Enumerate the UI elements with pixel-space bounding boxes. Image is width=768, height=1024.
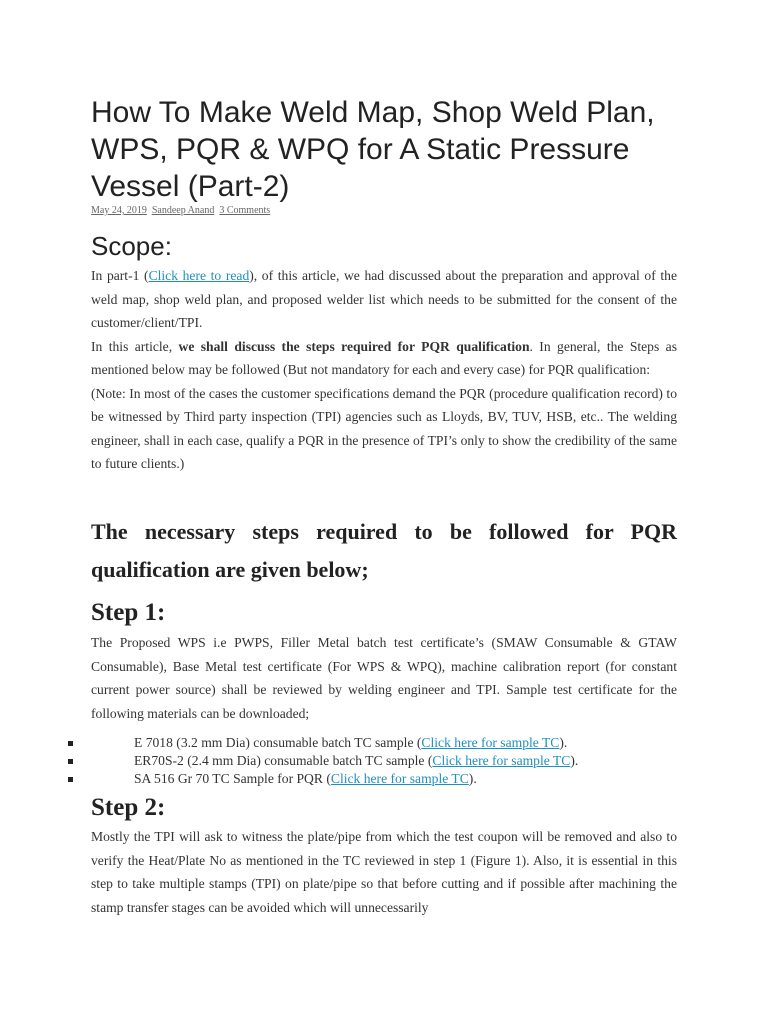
step-2-body bbox=[91, 825, 677, 919]
p2-text-a: In this article, bbox=[91, 338, 179, 354]
comments-link[interactable]: 3 Comments bbox=[219, 205, 271, 216]
steps-subheading: The necessary steps required to be followed for PQR qualification are given below; bbox=[91, 519, 677, 582]
scope-paragraph-2 bbox=[91, 335, 677, 382]
bullet-icon bbox=[68, 741, 73, 746]
list-item-text bbox=[134, 770, 477, 788]
sample-tc-link[interactable]: Click here for sample TC bbox=[432, 753, 571, 768]
scope-heading: Scope: bbox=[91, 231, 172, 261]
step-1-body bbox=[91, 631, 677, 725]
sample-tc-link[interactable]: Click here for sample TC bbox=[421, 735, 560, 750]
p2-bold-text: we shall discuss the steps required for PQR qualification bbox=[178, 338, 530, 354]
item-text-end: ). bbox=[559, 735, 568, 750]
step-1-paragraph: The Proposed WPS i.e PWPS, Filler Metal batch test certificate’s (SMAW Consumable & GTAW Consumable), Base Metal test certificate (For WPS & WPQ), machine calibration report (for constant current power source) shall be reviewed by welding engineer and TPI. Sample test certificate for the following materials can be downloaded; bbox=[91, 635, 677, 721]
item-text: ER70S-2 (2.4 mm Dia) consumable batch TC sample ( bbox=[134, 753, 433, 768]
list-item-text bbox=[134, 734, 567, 752]
item-text-end: ). bbox=[570, 753, 579, 768]
scope-paragraph-1 bbox=[91, 264, 677, 335]
p1-text-a: In part-1 ( bbox=[91, 268, 149, 283]
sample-tc-link[interactable]: Click here for sample TC bbox=[330, 771, 469, 786]
p2-text-b: . In general, the Steps as mentioned below may be followed (But not mandatory for each and every case) for PQR qualification: bbox=[91, 338, 677, 377]
part1-read-link[interactable]: Click here to read bbox=[148, 268, 250, 283]
article-meta bbox=[91, 205, 275, 216]
post-date-link[interactable]: May 24, 2019 bbox=[91, 205, 147, 216]
scope-note-paragraph: (Note: In most of the cases the customer specifications demand the PQR (procedure qualification record) to be witnessed by Third party inspection (TPI) agencies such as Lloyds, BV, TUV, HSB, etc.. The welding engineer, shall in each case, qualify a PQR in the presence of TPI’s only to show the credibility of the same to future clients.) bbox=[91, 385, 677, 471]
p1-text-b: ), of this article, we had discussed about the preparation and approval of the weld map, shop weld plan, and proposed welder list which needs to be submitted for the consent of the customer/client/TPI. bbox=[91, 268, 677, 330]
list-item-text bbox=[134, 752, 578, 770]
item-text: SA 516 Gr 70 TC Sample for PQR ( bbox=[134, 771, 331, 786]
step-2-paragraph: Mostly the TPI will ask to witness the plate/pipe from which the test coupon will be removed and also to verify the Heat/Plate No as mentioned in the TC reviewed in step 1 (Figure 1). Also, it is essential in this step to take multiple stamps (TPI) on plate/pipe so that before cutting and if possible after machining the stamp transfer stages can be avoided which will unnecessarily bbox=[91, 829, 677, 915]
item-text-end: ). bbox=[468, 771, 477, 786]
author-link[interactable]: Sandeep Anand bbox=[151, 205, 215, 216]
bullet-icon bbox=[68, 777, 73, 782]
scope-body bbox=[91, 264, 677, 476]
step-1-heading: Step 1: bbox=[91, 599, 166, 626]
item-text: E 7018 (3.2 mm Dia) consumable batch TC sample ( bbox=[134, 735, 422, 750]
step-2-heading: Step 2: bbox=[91, 794, 166, 821]
article-title: How To Make Weld Map, Shop Weld Plan, WPS, PQR & WPQ for A Static Pressure Vessel (Part-2) bbox=[91, 96, 655, 203]
bullet-icon bbox=[68, 759, 73, 764]
